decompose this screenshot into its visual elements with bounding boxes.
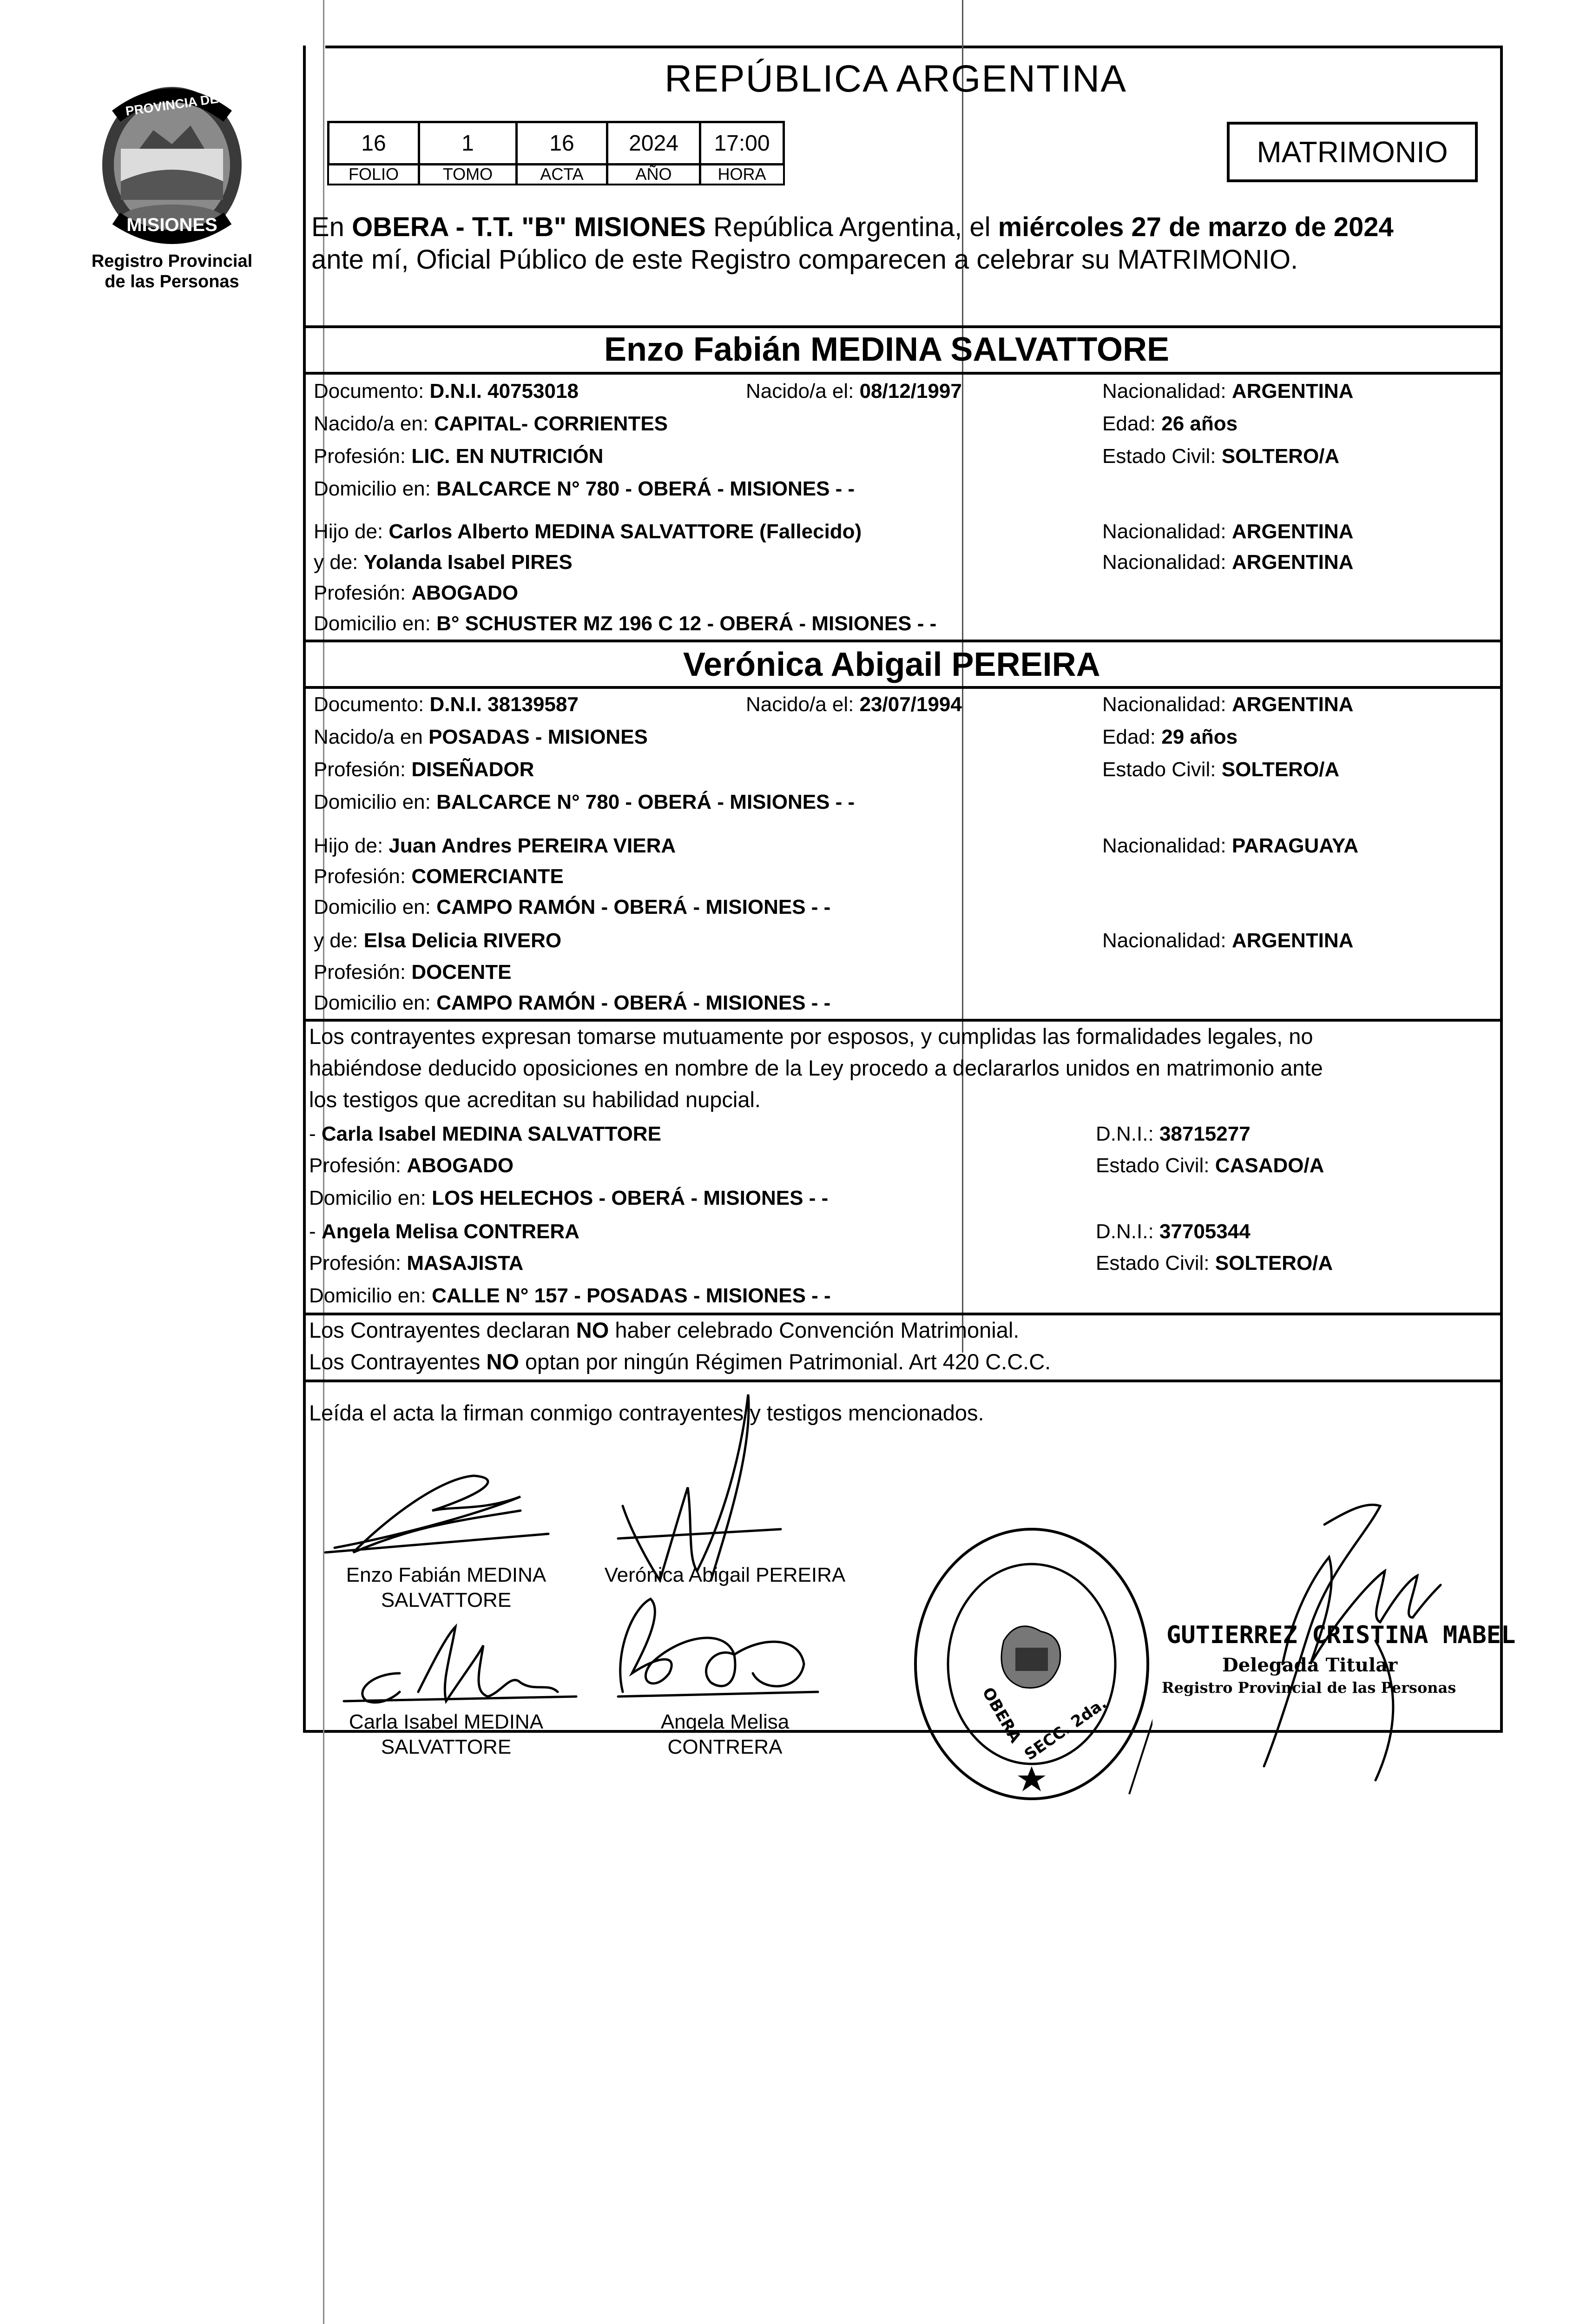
doc-value: D.N.I. 40753018 (429, 380, 579, 403)
bride-born-on (746, 693, 962, 716)
civil-value: SOLTERO/A (1221, 758, 1340, 781)
groom-prof (314, 445, 603, 468)
mother-prof-label: Profesión: (314, 961, 412, 984)
intro-line1 (311, 214, 1394, 241)
declaration-line3: los testigos que acreditan su habilidad nupcial. (309, 1087, 761, 1112)
dni-label: D.N.I.: (1096, 1220, 1159, 1243)
parents-prof-label: Profesión: (314, 581, 412, 604)
groom-addr (314, 478, 855, 500)
doc-label: Documento: (314, 693, 430, 716)
groom-father (314, 521, 862, 543)
sig-line1: Carla Isabel MEDINA (349, 1710, 544, 1733)
groom-parents-prof (314, 582, 518, 604)
hora-value: 17:00 (699, 121, 785, 165)
civil-label: Estado Civil: (1096, 1154, 1215, 1177)
witness2-addr (309, 1285, 831, 1307)
bride-mother-addr (314, 992, 830, 1014)
parents-addr-value: B° SCHUSTER MZ 196 C 12 - OBERÁ - MISIONES - - (436, 612, 937, 635)
born-on-value: 08/12/1997 (859, 380, 962, 403)
bride-father-prof (314, 865, 564, 888)
born-in-value: CAPITAL- CORRIENTES (434, 412, 668, 435)
groom-parents-addr (314, 613, 936, 635)
age-label: Edad: (1102, 412, 1162, 435)
mother-value: Elsa Delicia RIVERO (363, 929, 562, 952)
sig-line2: SALVATTORE (381, 1589, 512, 1611)
logo-name-line2: de las Personas (105, 272, 239, 291)
born-on-label: Nacido/a el: (746, 380, 860, 403)
prof-label: Profesión: (314, 445, 412, 468)
witness2-civil (1096, 1252, 1333, 1274)
bullet: - (309, 1122, 322, 1145)
born-in-label: Nacido/a en: (314, 412, 434, 435)
sig-line2: SALVATTORE (381, 1736, 512, 1758)
civil-label: Estado Civil: (1102, 758, 1222, 781)
bullet: - (309, 1220, 322, 1243)
bride-father-nat (1102, 835, 1358, 857)
bride-name-line (303, 686, 1503, 689)
intro-mid: República Argentina, el (705, 212, 998, 242)
addr-label: Domicilio en: (309, 1187, 432, 1209)
intro-line2: ante mí, Oficial Público de este Registro comparecen a celebrar su MATRIMONIO. (311, 244, 1298, 275)
mother-nat-label: Nacionalidad: (1102, 929, 1232, 952)
mother-prof-value: DOCENTE (411, 961, 512, 984)
age-value: 26 años (1161, 412, 1238, 435)
bride-mother (314, 930, 561, 952)
bride-addr (314, 791, 855, 813)
acta-label: ACTA (515, 163, 608, 185)
convention-bottom-line (303, 1380, 1503, 1382)
top-border (325, 46, 1503, 48)
mother-label: y de: (314, 551, 364, 574)
mother-addr-label: Domicilio en: (314, 991, 437, 1014)
bride-mother-prof (314, 961, 511, 984)
intro-prefix: En (311, 212, 352, 242)
witness1-addr (309, 1187, 828, 1209)
doc-value: D.N.I. 38139587 (429, 693, 579, 716)
nat-label: Nacionalidad: (1102, 693, 1232, 716)
nat-value: ARGENTINA (1231, 693, 1354, 716)
addr-value: LOS HELECHOS - OBERÁ - MISIONES - - (432, 1187, 829, 1209)
doc-label: Documento: (314, 380, 430, 403)
mother-nat-value: ARGENTINA (1231, 929, 1354, 952)
emphasis: NO (576, 1318, 609, 1342)
prof-label: Profesión: (309, 1252, 407, 1274)
text: Los Contrayentes declaran (309, 1318, 576, 1342)
groom-name: Enzo Fabián MEDINA SALVATTORE (604, 331, 1170, 368)
groom-doc (314, 380, 579, 403)
witness1-dni (1096, 1123, 1251, 1145)
witness2-name (309, 1221, 579, 1243)
father-nat-value: ARGENTINA (1231, 520, 1354, 543)
emblem-top-text: PROVINCIA DE (125, 91, 219, 119)
official-name: GUTIERREZ CRISTINA MABEL (1166, 1621, 1516, 1649)
official-role: Delegada Titular (1222, 1654, 1398, 1676)
stamp-section: SECC. 2da. (1021, 1694, 1111, 1764)
groom-father-nat (1102, 521, 1353, 543)
born-on-value: 23/07/1994 (859, 693, 962, 716)
intro-date: miércoles 27 de marzo de 2024 (998, 212, 1394, 242)
declaration-line1: Los contrayentes expresan tomarse mutuamente por esposos, y cumplidas las formalidades legales, no (309, 1024, 1313, 1049)
father-label: Hijo de: (314, 520, 389, 543)
mother-nat-value: ARGENTINA (1231, 551, 1354, 574)
father-label: Hijo de: (314, 834, 389, 857)
name-value: Carla Isabel MEDINA SALVATTORE (321, 1122, 661, 1145)
witness2-signature-label (604, 1710, 846, 1760)
bride-civil (1102, 759, 1339, 781)
mother-nat-label: Nacionalidad: (1102, 551, 1232, 574)
nat-value: ARGENTINA (1231, 380, 1354, 403)
civil-value: CASADO/A (1215, 1154, 1324, 1177)
father-value: Carlos Alberto MEDINA SALVATTORE (Fallecido) (388, 520, 862, 543)
bride-mother-nat (1102, 930, 1353, 952)
father-addr-label: Domicilio en: (314, 896, 437, 918)
witness1-name (309, 1123, 661, 1145)
civil-label: Estado Civil: (1096, 1252, 1215, 1274)
bride-top-line (303, 640, 1503, 642)
nat-label: Nacionalidad: (1102, 380, 1232, 403)
witness1-prof (309, 1155, 514, 1177)
civil-value: SOLTERO/A (1221, 445, 1340, 468)
page-title: REPÚBLICA ARGENTINA (665, 58, 1127, 100)
ano-value: 2024 (606, 121, 701, 165)
civil-value: SOLTERO/A (1215, 1252, 1333, 1274)
civil-label: Estado Civil: (1102, 445, 1222, 468)
prof-value: ABOGADO (407, 1154, 514, 1177)
emphasis: NO (486, 1349, 519, 1374)
age-label: Edad: (1102, 726, 1162, 748)
mother-label: y de: (314, 929, 364, 952)
ano-label: AÑO (606, 163, 701, 185)
tomo-value: 1 (418, 121, 518, 165)
father-prof-label: Profesión: (314, 865, 412, 888)
addr-value: BALCARCE N° 780 - OBERÁ - MISIONES - - (436, 477, 855, 500)
groom-top-line (303, 325, 1503, 328)
parents-prof-value: ABOGADO (411, 581, 519, 604)
bride-father (314, 835, 676, 857)
groom-nat (1102, 380, 1353, 403)
prof-label: Profesión: (314, 758, 412, 781)
witness1-signature-label (325, 1710, 567, 1760)
father-value: Juan Andres PEREIRA VIERA (388, 834, 676, 857)
addr-label: Domicilio en: (314, 791, 437, 813)
doc-type: MATRIMONIO (1257, 135, 1448, 169)
bride-nat (1102, 693, 1353, 716)
born-on-label: Nacido/a el: (746, 693, 860, 716)
folio-value: 16 (327, 121, 420, 165)
bride-signature-label (604, 1563, 846, 1588)
groom-age (1102, 413, 1238, 435)
logo-name-line1: Registro Provincial (91, 251, 253, 271)
groom-born-on (746, 380, 962, 403)
prof-value: MASAJISTA (407, 1252, 524, 1274)
witness1-civil (1096, 1155, 1324, 1177)
bride-father-addr (314, 896, 830, 918)
intro-place: OBERA - T.T. "B" MISIONES (352, 212, 706, 242)
groom-mother (314, 551, 573, 574)
closing-text: Leída el acta la firman conmigo contrayentes y testigos mencionados. (309, 1400, 984, 1425)
convention-line2 (309, 1351, 1051, 1373)
bride-prof (314, 759, 534, 781)
prof-value: LIC. EN NUTRICIÓN (411, 445, 604, 468)
groom-name-line (303, 372, 1503, 375)
groom-civil (1102, 445, 1339, 468)
witness2-dni (1096, 1221, 1251, 1243)
convention-top-line (303, 1313, 1503, 1315)
age-value: 29 años (1161, 726, 1238, 748)
addr-label: Domicilio en: (309, 1284, 432, 1307)
parents-addr-label: Domicilio en: (314, 612, 437, 635)
father-nat-label: Nacionalidad: (1102, 834, 1232, 857)
groom-born-in (314, 413, 668, 435)
hora-label: HORA (699, 163, 785, 185)
addr-label: Domicilio en: (314, 477, 437, 500)
dni-label: D.N.I.: (1096, 1122, 1159, 1145)
father-nat-label: Nacionalidad: (1102, 520, 1232, 543)
acta-value: 16 (515, 121, 608, 165)
bride-age (1102, 726, 1238, 748)
text: optan por ningún Régimen Patrimonial. Art 420 C.C.C. (519, 1349, 1051, 1374)
groom-mother-nat (1102, 551, 1353, 574)
bride-name: Verónica Abigail PEREIRA (683, 646, 1100, 683)
addr-value: BALCARCE N° 780 - OBERÁ - MISIONES - - (436, 791, 855, 813)
declaration-line2: habiéndose deducido oposiciones en nombre de la Ley procedo a declararlos unidos en matrimonio ante (309, 1056, 1323, 1080)
convention-line1 (309, 1319, 1019, 1341)
dni-value: 38715277 (1159, 1122, 1251, 1145)
official-org: Registro Provincial de las Personas (1162, 1679, 1456, 1697)
prof-value: DISEÑADOR (411, 758, 534, 781)
tomo-label: TOMO (418, 163, 518, 185)
father-prof-value: COMERCIANTE (411, 865, 564, 888)
bride-doc (314, 693, 579, 716)
father-nat-value: PARAGUAYA (1231, 834, 1359, 857)
witness2-prof (309, 1252, 523, 1274)
name-value: Angela Melisa CONTRERA (321, 1220, 579, 1243)
text: Los Contrayentes (309, 1349, 487, 1374)
stamp-city: OBERA (978, 1684, 1025, 1746)
sig-line1: Verónica Abigail PEREIRA (604, 1564, 846, 1586)
mother-addr-value: CAMPO RAMÓN - OBERÁ - MISIONES - - (436, 991, 831, 1014)
addr-value: CALLE N° 157 - POSADAS - MISIONES - - (432, 1284, 831, 1307)
mother-value: Yolanda Isabel PIRES (363, 551, 573, 574)
born-in-value: POSADAS - MISIONES (428, 726, 648, 748)
emblem-bottom-text: MISIONES (126, 215, 217, 235)
sig-line1: Enzo Fabián MEDINA (346, 1564, 546, 1586)
registry-stamp (911, 1525, 1152, 1803)
prof-label: Profesión: (309, 1154, 407, 1177)
father-addr-value: CAMPO RAMÓN - OBERÁ - MISIONES - - (436, 896, 831, 918)
doc-type-box (1227, 122, 1478, 182)
groom-signature-label (325, 1563, 567, 1613)
declaration-top-line (303, 1019, 1503, 1022)
sig-line1: Angela Melisa CONTRERA (660, 1710, 790, 1758)
bride-born-in (314, 726, 648, 748)
dni-value: 37705344 (1159, 1220, 1251, 1243)
born-in-label: Nacido/a en (314, 726, 429, 748)
folio-label: FOLIO (327, 163, 420, 185)
registry-logo (88, 79, 256, 302)
text: haber celebrado Convención Matrimonial. (609, 1318, 1020, 1342)
